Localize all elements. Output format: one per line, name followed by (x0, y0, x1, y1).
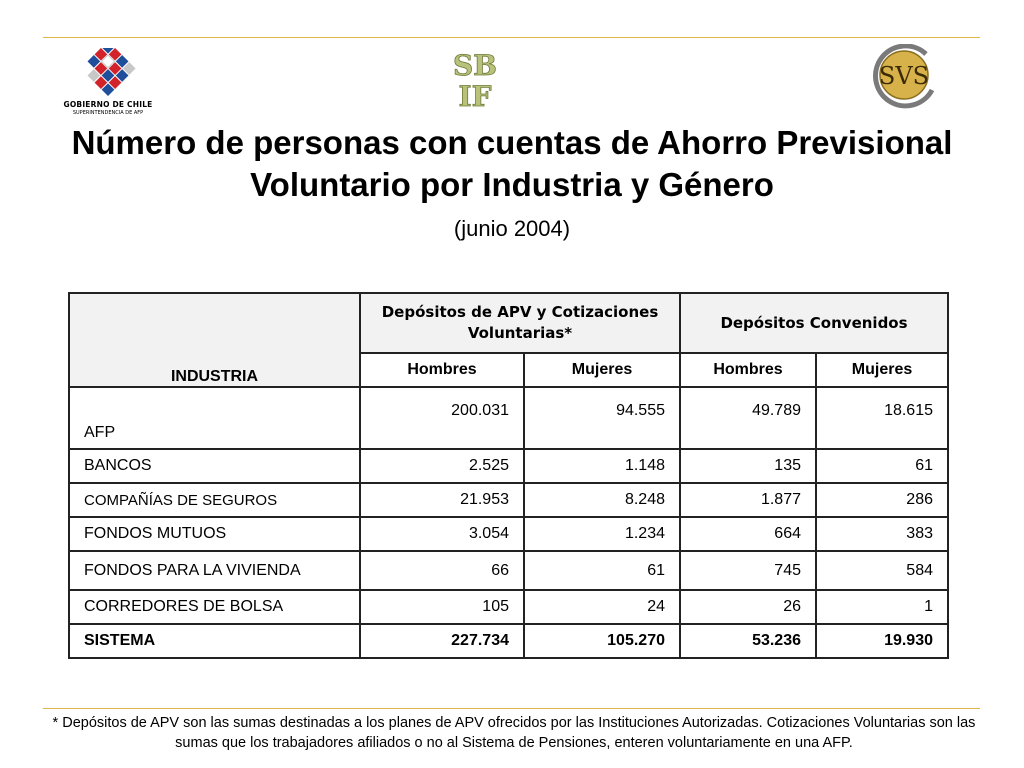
table-total-row (69, 624, 948, 658)
depositos-convenidos-group-header: Depósitos Convenidos (680, 293, 948, 353)
table-row (69, 483, 948, 517)
bottom-rule (43, 708, 980, 709)
industry-name: CORREDORES DE BOLSA (69, 590, 360, 624)
hombres-apv-header: Hombres (360, 353, 524, 387)
value-cell: 383 (816, 517, 948, 551)
page-subtitle: (junio 2004) (453, 216, 571, 241)
table-row (69, 551, 948, 590)
value-cell: 1 (816, 590, 948, 624)
total-value-cell: 105.270 (524, 624, 680, 658)
svg-text:SVS: SVS (878, 62, 930, 90)
gobierno-de-chile-logo (58, 48, 158, 120)
footnote: * Depósitos de APV son las sumas destinadas a los planes de APV ofrecidos por las Instituciones Autorizadas. Cotizaciones Voluntarias son las sumas que los trabajadores afiliados o no al Sistema de Pensiones, enteren voluntariamente en una AFP. (52, 715, 976, 751)
top-rule (43, 37, 980, 38)
value-cell: 286 (816, 483, 948, 517)
value-cell: 1.148 (524, 449, 680, 483)
svg-text:IF: IF (458, 80, 492, 110)
value-cell: 135 (680, 449, 816, 483)
gobierno-logo-subtitle: SUPERINTENDENCIA DE AFP (72, 110, 144, 116)
value-cell: 200.031 (360, 387, 524, 449)
industry-name: AFP (69, 387, 360, 449)
value-cell: 3.054 (360, 517, 524, 551)
value-cell: 664 (680, 517, 816, 551)
value-cell: 26 (680, 590, 816, 624)
total-value-cell: 53.236 (680, 624, 816, 658)
hombres-convenidos-header: Hombres (680, 353, 816, 387)
value-cell: 584 (816, 551, 948, 590)
value-cell: 61 (524, 551, 680, 590)
sbif-logo (445, 46, 505, 110)
mujeres-apv-header: Mujeres (524, 353, 680, 387)
mujeres-convenidos-header: Mujeres (816, 353, 948, 387)
value-cell: 61 (816, 449, 948, 483)
table-row (69, 449, 948, 483)
svs-logo (866, 44, 942, 112)
value-cell: 24 (524, 590, 680, 624)
value-cell: 21.953 (360, 483, 524, 517)
industry-name: FONDOS PARA LA VIVIENDA (69, 551, 360, 590)
value-cell: 745 (680, 551, 816, 590)
table-group-header-row (69, 293, 948, 353)
value-cell: 49.789 (680, 387, 816, 449)
value-cell: 1.877 (680, 483, 816, 517)
gobierno-emblem-icon (58, 48, 158, 100)
svs-logo-icon (866, 44, 942, 112)
gobierno-logo-title: GOBIERNO DE CHILE (63, 100, 153, 109)
sbif-logo-icon (445, 46, 505, 110)
industria-column-header: INDUSTRIA (69, 293, 360, 387)
value-cell: 2.525 (360, 449, 524, 483)
table-row (69, 590, 948, 624)
total-value-cell: 227.734 (360, 624, 524, 658)
value-cell: 66 (360, 551, 524, 590)
total-value-cell: 19.930 (816, 624, 948, 658)
value-cell: 105 (360, 590, 524, 624)
industry-name: FONDOS MUTUOS (69, 517, 360, 551)
value-cell: 94.555 (524, 387, 680, 449)
industry-name: COMPAÑÍAS DE SEGUROS (69, 483, 360, 517)
table-row (69, 517, 948, 551)
industry-name: BANCOS (69, 449, 360, 483)
value-cell: 18.615 (816, 387, 948, 449)
value-cell: 1.234 (524, 517, 680, 551)
value-cell: 8.248 (524, 483, 680, 517)
apv-cotizaciones-group-header: Depósitos de APV y Cotizaciones Voluntarias* (360, 293, 680, 353)
svg-text:SB: SB (453, 49, 497, 82)
total-label: SISTEMA (69, 624, 360, 658)
page-title: Número de personas con cuentas de Ahorro Previsional Voluntario por Industria y Género (71, 124, 953, 203)
table-row (69, 387, 948, 449)
apv-data-table (68, 292, 949, 659)
